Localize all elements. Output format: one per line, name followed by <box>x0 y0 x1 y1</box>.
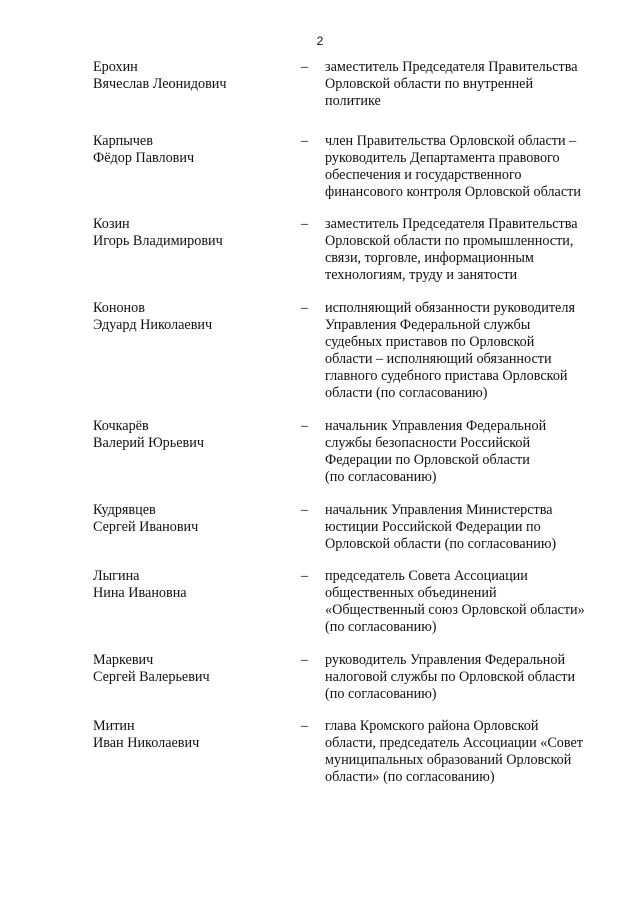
member-name <box>93 502 293 536</box>
separator-dash: – <box>301 133 309 149</box>
position-line: (по согласованию) <box>325 686 437 702</box>
member-given-names: Иван Николаевич <box>93 735 200 751</box>
position-line: Орловской области по внутренней <box>325 76 534 92</box>
separator-dash: – <box>301 502 309 518</box>
position-line: Федерации по Орловской области <box>325 452 530 468</box>
position-line: общественных объединений <box>325 585 497 601</box>
separator-dash: – <box>301 568 309 584</box>
member-surname: Маркевич <box>93 652 154 668</box>
position-line: юстиции Российской Федерации по <box>325 519 541 535</box>
member-name <box>93 568 293 602</box>
member-name <box>93 418 293 452</box>
member-surname: Ерохин <box>93 59 138 75</box>
position-line: области (по согласованию) <box>325 385 488 401</box>
member-surname: Митин <box>93 718 135 734</box>
position-line: председатель Совета Ассоциации <box>325 568 528 584</box>
position-line: области, председатель Ассоциации «Совет <box>325 735 584 751</box>
position-line: налоговой службы по Орловской области <box>325 669 576 685</box>
member-position <box>325 502 600 553</box>
position-line: глава Кромского района Орловской <box>325 718 539 734</box>
position-line: Орловской области (по согласованию) <box>325 536 557 552</box>
member-position <box>325 300 600 402</box>
member-name <box>93 133 293 167</box>
member-surname: Лыгина <box>93 568 140 584</box>
position-line: начальник Управления Министерства <box>325 502 553 518</box>
position-line: (по согласованию) <box>325 619 437 635</box>
separator-dash: – <box>301 59 309 75</box>
position-line: руководитель Департамента правового <box>325 150 560 166</box>
page-number: 2 <box>316 34 324 48</box>
member-given-names: Эдуард Николаевич <box>93 317 213 333</box>
position-line: Управления Федеральной службы <box>325 317 531 333</box>
member-surname: Козин <box>93 216 130 232</box>
position-line: член Правительства Орловской области – <box>325 133 577 149</box>
member-position <box>325 59 600 110</box>
position-line: начальник Управления Федеральной <box>325 418 547 434</box>
member-surname: Кочкарёв <box>93 418 149 434</box>
position-line: муниципальных образований Орловской <box>325 752 572 768</box>
member-given-names: Валерий Юрьевич <box>93 435 204 451</box>
member-position <box>325 133 600 201</box>
position-line: заместитель Председателя Правительства <box>325 216 578 232</box>
separator-dash: – <box>301 300 309 316</box>
member-name <box>93 216 293 250</box>
member-position <box>325 568 600 636</box>
position-line: области – исполняющий обязанности <box>325 351 552 367</box>
position-line: судебных приставов по Орловской <box>325 334 535 350</box>
member-given-names: Нина Ивановна <box>93 585 187 601</box>
separator-dash: – <box>301 652 309 668</box>
position-line: технологиям, труду и занятости <box>325 267 518 283</box>
position-line: руководитель Управления Федеральной <box>325 652 566 668</box>
member-position <box>325 718 600 786</box>
separator-dash: – <box>301 418 309 434</box>
member-surname: Кононов <box>93 300 145 316</box>
position-line: главного судебного пристава Орловской <box>325 368 568 384</box>
member-name <box>93 718 293 752</box>
position-line: (по согласованию) <box>325 469 437 485</box>
member-position <box>325 652 600 703</box>
member-given-names: Игорь Владимирович <box>93 233 223 249</box>
member-name <box>93 300 293 334</box>
separator-dash: – <box>301 216 309 232</box>
member-given-names: Сергей Иванович <box>93 519 199 535</box>
position-line: службы безопасности Российской <box>325 435 531 451</box>
separator-dash: – <box>301 718 309 734</box>
position-line: обеспечения и государственного <box>325 167 522 183</box>
position-line: Орловской области по промышленности, <box>325 233 574 249</box>
member-given-names: Вячеслав Леонидович <box>93 76 227 92</box>
position-line: политике <box>325 93 381 109</box>
member-given-names: Сергей Валерьевич <box>93 669 210 685</box>
member-name <box>93 652 293 686</box>
position-line: заместитель Председателя Правительства <box>325 59 578 75</box>
position-line: «Общественный союз Орловской области» <box>325 602 585 618</box>
member-position <box>325 418 600 486</box>
member-position <box>325 216 600 284</box>
position-line: исполняющий обязанности руководителя <box>325 300 575 316</box>
member-surname: Карпычев <box>93 133 153 149</box>
position-line: связи, торговле, информационным <box>325 250 534 266</box>
position-line: области» (по согласованию) <box>325 769 495 785</box>
member-name <box>93 59 293 93</box>
member-surname: Кудрявцев <box>93 502 156 518</box>
position-line: финансового контроля Орловской области <box>325 184 581 200</box>
member-given-names: Фёдор Павлович <box>93 150 195 166</box>
